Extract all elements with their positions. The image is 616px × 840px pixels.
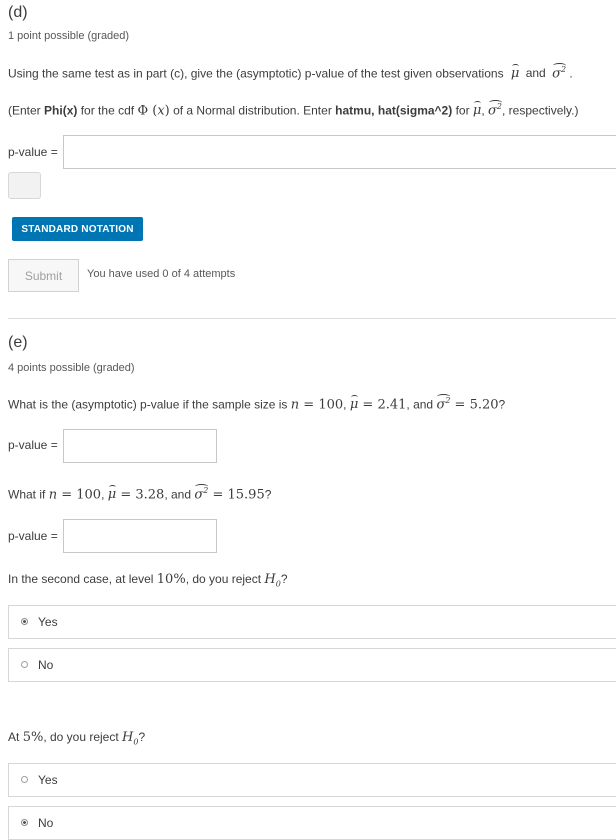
q1-and: , and [406,397,434,412]
q1-n-value: 100 [318,397,344,413]
q1-mu-hat: μ [349,397,359,413]
part-e-question-1: What is the (asymptotic) p-value if the sample size is n = 100, μ = 2.41, and $\sigma^2 = 5.20$? [8,396,506,413]
radio-yes-2[interactable] [21,776,28,783]
q3-level: 10% [156,572,186,587]
part-e-pvalue1-label: p-value = [8,438,58,452]
q1-sigma-value: 5.20 [469,397,499,413]
q4-suffix: , do you reject [43,730,119,744]
part-e-pvalue2-input[interactable] [63,519,217,553]
q2-sigma-value: 15.95 [227,487,265,503]
radio-no-1[interactable] [21,661,28,668]
choice-no-1[interactable] [8,648,616,682]
sigma2-hat-symbol: $\sigma^2$ [552,65,567,82]
hint-for: for [455,103,470,118]
part-d-points: 1 point possible (graded) [8,30,130,42]
q4-prefix: At [8,730,20,744]
part-d-pvalue-input[interactable] [63,135,616,169]
choice-yes-2[interactable] [8,763,616,797]
hint-open: (Enter [8,103,41,118]
q2-and: , and [164,487,192,502]
hint-of-normal: of a Normal distribution. Enter [173,103,332,118]
mu-hat-symbol: μ [510,66,520,82]
q2-mu-value: 3.28 [135,487,165,503]
q2-n-value: 100 [76,487,102,503]
radio-yes-1[interactable] [21,618,28,625]
mu-hat-symbol-hint: μ [472,103,482,119]
part-e-points: 4 points possible (graded) [8,362,135,374]
q3-suffix: , do you reject [185,572,262,586]
q1-sigma-hat: $\sigma^2$ [436,396,451,413]
formula-preview-box [8,172,41,199]
part-d-pvalue-label: p-value = [8,145,58,159]
choice-no-2[interactable] [8,806,616,840]
choice-yes-2-label: Yes [38,773,58,787]
part-d-question-text: Using the same test as in part (c), give the (asymptotic) p-value of the test given observations [8,66,504,81]
choice-no-2-label: No [38,816,54,830]
h0-symbol-2: $H_0$ [122,730,139,747]
q3-prefix: In the second case, at level [8,572,154,586]
q2-mu-hat: μ [107,487,117,503]
part-e-heading: (e) [8,334,28,351]
hint-hatsigma: hat(sigma^2) [377,103,453,118]
standard-notation-button[interactable]: STANDARD NOTATION [12,217,143,241]
submit-button[interactable]: Submit [8,259,79,292]
sigma2-hat-symbol-hint: $\sigma^2$ [488,102,503,119]
choice-yes-1-label: Yes [38,615,58,629]
part-d-question: Using the same test as in part (c), give the (asymptotic) p-value of the test given observations μ and $\sigma^2$ . [8,65,573,82]
hint-phi: Phi(x) [44,103,78,118]
radio-no-2[interactable] [21,819,28,826]
q4-level: 5% [22,730,44,745]
hint-for-cdf: for the cdf [80,103,135,118]
q2-prefix: What if [8,487,46,502]
n-symbol: n [290,397,300,413]
n-symbol-2: n [48,487,58,503]
q1-mu-value: 2.41 [377,397,407,413]
part-d-hint: (Enter Phi(x) for the cdf Φ (x) of a Normal distribution. Enter hatmu, hat(sigma^2) for μ, $\sigma^2$, respectively.) [8,102,579,119]
hint-hatmu: hatmu, [335,103,375,118]
phi-x-symbol: Φ (x) [137,103,170,119]
part-e-question-2: What if n = 100, μ = 3.28, and $\sigma^2 = 15.95$? [8,486,272,503]
hint-respectively: , respectively.) [502,103,579,118]
choice-no-1-label: No [38,658,54,672]
q1-prefix: What is the (asymptotic) p-value if the sample size is [8,397,288,412]
choice-yes-1[interactable] [8,605,616,639]
attempts-counter: You have used 0 of 4 attempts [87,268,236,280]
part-d-question-and: and [525,66,546,81]
part-d-heading: (d) [8,4,28,21]
part-e-pvalue1-input[interactable] [63,429,217,463]
h0-symbol: $H_0$ [264,572,281,589]
part-e-question-4: At 5%, do you reject $H_0$? [8,730,146,747]
section-divider [8,318,616,319]
part-e-question-3: In the second case, at level 10%, do you reject $H_0$? [8,572,288,589]
part-e-pvalue2-label: p-value = [8,529,58,543]
q2-sigma-hat: $\sigma^2$ [194,486,209,503]
